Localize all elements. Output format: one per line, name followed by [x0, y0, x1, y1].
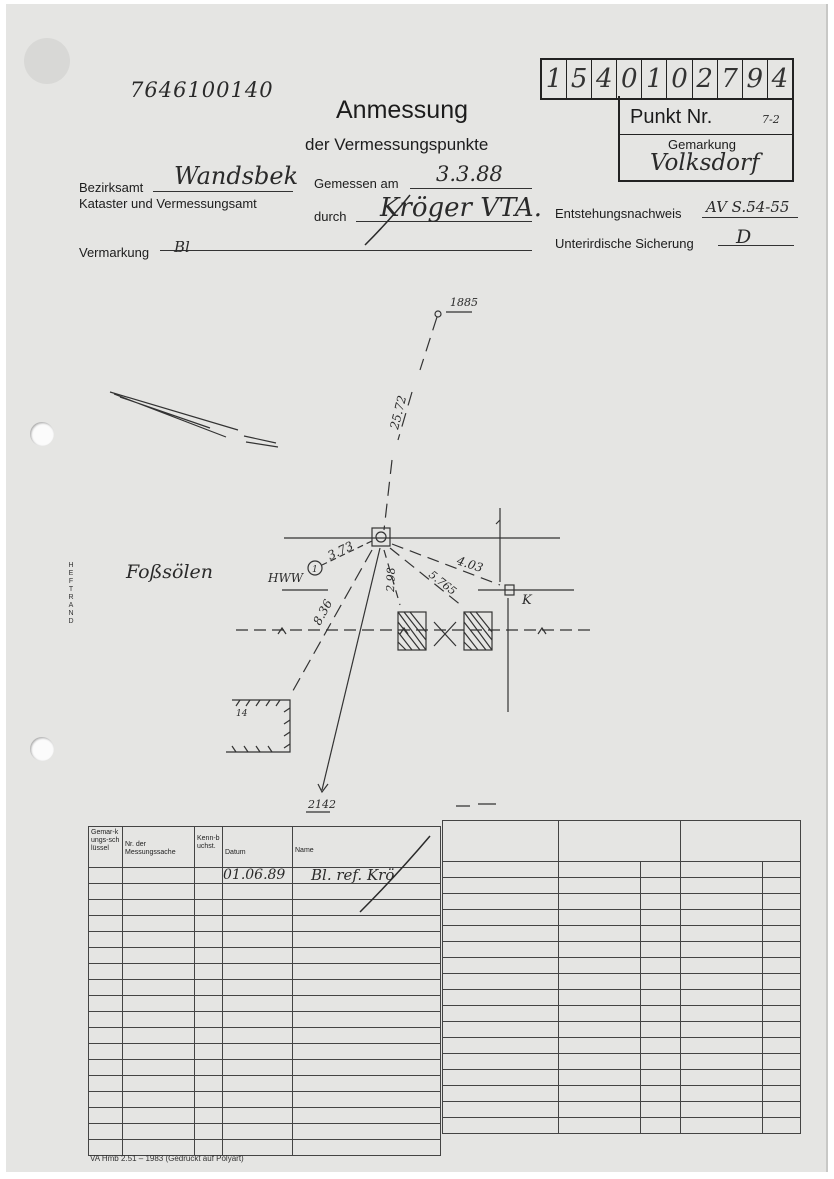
bezirksamt-label: Bezirksamt	[79, 180, 144, 195]
signature-name-stroke	[356, 832, 436, 916]
table-row	[443, 942, 801, 958]
table-row	[443, 1022, 801, 1038]
table-row	[89, 1092, 441, 1108]
punkt-label: Punkt Nr.	[630, 106, 713, 128]
file-number: 7646100140	[130, 78, 274, 102]
table-row	[89, 1076, 441, 1092]
top-point-label: 1885	[450, 296, 478, 309]
corner-label: 14	[236, 709, 248, 719]
header-nr-messungssache: Nr. der Messungssache	[125, 841, 176, 856]
digit-box: 2	[693, 60, 718, 98]
page-subtitle: der Vermessungspunkte	[305, 135, 489, 154]
street-label: Foßsölen	[126, 561, 214, 583]
vermarkung-value: Bl	[174, 238, 190, 256]
table-row	[443, 990, 801, 1006]
table-row	[89, 916, 441, 932]
header-gemarkungsschluessel: Gemar-kungs-schlüssel	[91, 829, 120, 852]
table-row	[443, 1054, 801, 1070]
gemarkung-label: Gemarkung	[668, 137, 736, 152]
table-row	[443, 1086, 801, 1102]
table-row	[443, 862, 801, 878]
punkt-value: 7-2	[762, 113, 780, 126]
record-table-right	[442, 820, 801, 1134]
measurement-3: 8.36	[310, 597, 336, 628]
table-row	[443, 894, 801, 910]
table-row	[443, 1070, 801, 1086]
gemessen-am-label: Gemessen am	[314, 176, 399, 191]
footer-text: VA Hmb 2.51 – 1983 (Gedruckt auf Polyart)	[90, 1154, 244, 1163]
measurement-4: 2.98	[384, 567, 398, 593]
header-datum: Datum	[225, 849, 246, 856]
durch-value: Kröger VTA.	[380, 193, 542, 223]
table-row	[89, 1028, 441, 1044]
hww-label: HWW	[268, 571, 304, 585]
page-title: Anmessung	[336, 96, 469, 124]
gemessen-am-value: 3.3.88	[436, 162, 503, 186]
table-row	[443, 974, 801, 990]
table-row	[89, 1124, 441, 1140]
digit-box: 5	[567, 60, 592, 98]
digit-box: 4	[771, 64, 789, 94]
vermarkung-label: Vermarkung	[79, 245, 150, 260]
table-row	[89, 964, 441, 980]
measurement-5: 5.765	[426, 568, 459, 598]
unterirdische-sicherung-label: Unterirdische Sicherung	[555, 236, 694, 251]
table-row	[443, 926, 801, 942]
row-datum: 01.06.89	[223, 867, 286, 883]
table-row	[443, 910, 801, 926]
digit-box: 4	[592, 60, 617, 98]
durch-label: durch	[314, 209, 347, 224]
table-row	[443, 1118, 801, 1134]
gemarkung-value: Volksdorf	[650, 150, 760, 176]
entstehungsnachweis-label: Entstehungsnachweis	[555, 206, 682, 221]
table-row	[89, 1108, 441, 1124]
digit-box: 9	[743, 60, 768, 98]
digit-box: 7	[718, 60, 743, 98]
header-name: Name	[295, 847, 314, 854]
row-name: Bl. ref. Krö	[311, 866, 395, 884]
k-label: K	[522, 593, 532, 608]
bottom-point-label: 2142	[308, 798, 336, 811]
table-row	[89, 1060, 441, 1076]
table-row	[443, 1102, 801, 1118]
measurement-2: 3.73	[325, 538, 356, 563]
table-row	[443, 878, 801, 894]
table-row	[89, 1012, 441, 1028]
digit-box: 0	[617, 60, 642, 98]
table-row	[443, 958, 801, 974]
entstehungsnachweis-value: AV S.54-55	[706, 198, 790, 216]
digit-box: 0	[667, 60, 692, 98]
circle-label: 1	[312, 565, 318, 575]
measurement-6: 4.03	[455, 553, 485, 576]
table-row	[89, 948, 441, 964]
header-kennbuchst: Kenn-buchst.	[197, 835, 220, 850]
digit-box: 1	[542, 60, 567, 98]
table-row	[89, 996, 441, 1012]
table-row	[443, 1006, 801, 1022]
bezirksamt-value: Wandsbek	[174, 162, 299, 190]
table-row	[89, 1044, 441, 1060]
digit-box: 1	[642, 60, 667, 98]
heftrand-label: H E F T R A N D	[68, 562, 74, 625]
table-row	[443, 1038, 801, 1054]
unterirdische-sicherung-value: D	[736, 226, 752, 248]
kataster-label: Kataster und Vermessungsamt	[79, 196, 257, 211]
measurement-1: 25.72	[387, 394, 410, 431]
table-row	[89, 980, 441, 996]
table-row	[89, 932, 441, 948]
